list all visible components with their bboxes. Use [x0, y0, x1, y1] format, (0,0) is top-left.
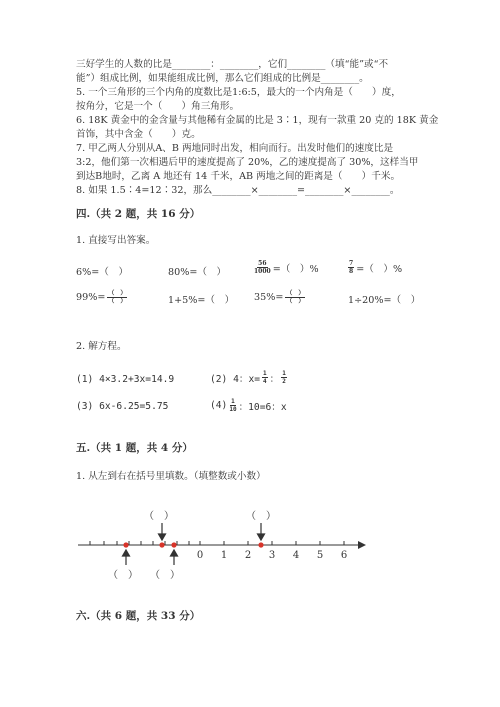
calc-item: 1+5%=（ ）: [168, 295, 235, 306]
question-direct-answers: 1. 直接写出答案。: [76, 235, 156, 246]
tick-label-5: 5: [316, 550, 324, 561]
tick-label-4: 4: [292, 550, 300, 561]
point-marker: [159, 542, 164, 547]
arrow-up-icon: [171, 550, 178, 565]
calc-item-fraction: $\frac{56}{1000}$ =（ ）%: [254, 260, 319, 275]
calc-item-fraction: 35%= $\frac{( )}{( )}$: [254, 290, 305, 305]
section-header-6: 六.（共 6 题，共 33 分）: [76, 610, 201, 622]
question-number-line: 1. 从左到右在括号里填数。（填整数或小数）: [76, 471, 266, 482]
arrow-down-icon: [159, 523, 166, 540]
problem-line: 5. 一个三角形的三个内角的度数比是1:6:5，最大的一个内角是（ ）度，: [76, 87, 401, 98]
tick-label-2: 2: [244, 550, 252, 561]
number-line-figure: [0, 505, 500, 585]
calc-item-fraction: $\frac{7}{8}$ =（ ）%: [349, 260, 403, 275]
arrow-up-icon: [123, 550, 130, 565]
tick-label-6: 6: [340, 550, 348, 561]
problem-line: 三好学生的人数的比是________：________，它们________（填“能”或“不: [76, 59, 389, 70]
number-line-arrowhead: [358, 541, 366, 549]
problem-line: 能”）组成比例，如果能组成比例，那么它们组成的比例是________。: [76, 73, 369, 84]
tick-label-3: 3: [268, 550, 276, 561]
problem-line: 7. 甲乙两人分别从A、B 两地同时出发，相向而行。出发时他们的速度比是: [76, 143, 394, 154]
arrow-down-icon: [258, 523, 265, 540]
calc-item: 6%=（ ）: [76, 267, 129, 278]
section-header-5: 五.（共 1 题，共 4 分）: [76, 442, 193, 454]
equation-2: (2) 4：x= $\frac{1}{4}$ ： $\frac{1}{2}$: [210, 370, 286, 385]
calc-item-fraction: 99%= $\frac{( )}{( )}$: [76, 290, 127, 305]
point-marker: [171, 542, 176, 547]
problem-line: 3:2，他们第一次相遇后甲的速度提高了 20%，乙的速度提高了 30%，这样当甲: [76, 157, 419, 168]
answer-parens: （ ）: [144, 511, 174, 522]
answer-parens: （ ）: [150, 570, 180, 581]
calc-item: 1÷20%=（ ）: [348, 295, 421, 306]
section-header-4: 四.（共 2 题，共 16 分）: [76, 208, 201, 220]
problem-line: 首饰，其中含金（ ）克。: [76, 129, 201, 140]
calc-item: 80%=（ ）: [168, 267, 227, 278]
equation-3: (3) 6x-6.25=5.75: [76, 401, 169, 412]
answer-parens: （ ）: [108, 570, 138, 581]
tick-label-0: 0: [196, 550, 204, 561]
problem-line: 到达B地时，乙离 A 地还有 14 千米，AB 两地之间的距离是（ ）千米。: [76, 171, 401, 182]
point-marker: [258, 542, 263, 547]
answer-parens: （ ）: [246, 511, 276, 522]
problem-line: 按角分，它是一个（ ）角三角形。: [76, 101, 240, 112]
tick-label-1: 1: [220, 550, 228, 561]
equation-4: (4) $\frac{1}{10}$ ：10=6：x: [210, 398, 287, 413]
problem-line: 8. 如果 1.5∶4=12∶32，那么________×________=________×________。: [76, 185, 400, 196]
point-marker: [123, 542, 128, 547]
equation-1: (1) 4×3.2+3x=14.9: [76, 374, 175, 385]
problem-line: 6. 18K 黄金中的金含量与其他稀有金属的比是 3∶1，现有一款重 20 克的 18K 黄金: [76, 115, 439, 126]
question-solve-equations: 2. 解方程。: [76, 341, 127, 352]
